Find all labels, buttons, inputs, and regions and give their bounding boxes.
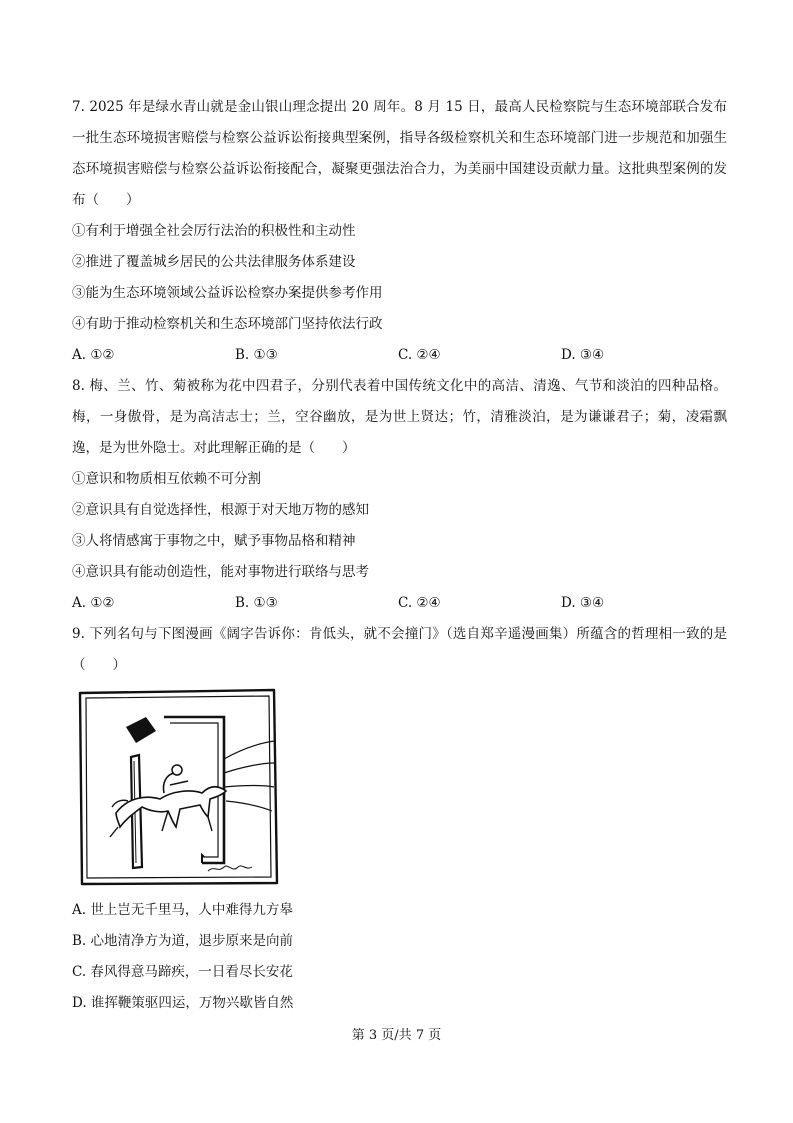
- question-7-options: [72, 340, 727, 371]
- question-8-option-b[interactable]: B. ①③: [235, 595, 278, 611]
- question-9-option-c[interactable]: C. 春风得意马蹄疾，一日看尽长安花: [72, 964, 293, 980]
- question-8-option-a[interactable]: A. ①②: [72, 595, 115, 611]
- question-8-item-1: ①意识和物质相互依赖不可分割: [72, 471, 261, 487]
- question-7-item-1: ①有利于增强全社会厉行法治的积极性和主动性: [72, 223, 356, 239]
- question-9-option-a[interactable]: A. 世上岂无千里马，人中难得九方皋: [72, 902, 293, 918]
- question-7-option-b[interactable]: B. ①③: [235, 347, 278, 363]
- question-8-item-4: ④意识具有能动创造性，能对事物进行联络与思考: [72, 564, 369, 580]
- question-8-stem: 8. 梅、兰、竹、菊被称为花中四君子，分别代表着中国传统文化中的高洁、清逸、气节和淡泊的四种品格。梅，一身傲骨，是为高洁志士；兰，空谷幽放，是为世上贤达；竹，清雅淡泊，是为谦谦君子；菊，凌霜飘逸，是为世外隐士。对此理解正确的是（ ）: [72, 378, 727, 456]
- question-9-stem: 9. 下列名句与下图漫画《阔字告诉你：肯低头，就不会撞门》（选自郑辛遥漫画集）所蕴含的哲理相一致的是（ ）: [72, 626, 727, 673]
- question-7-option-a[interactable]: A. ①②: [72, 347, 115, 363]
- cartoon-figure: [76, 687, 282, 887]
- page-footer: 第 3 页/共 7 页: [351, 1028, 442, 1043]
- question-8-item-2: ②意识具有自觉选择性，根源于对天地万物的感知: [72, 502, 369, 518]
- cartoon-illustration: [76, 687, 282, 887]
- question-7-item-2: ②推进了覆盖城乡居民的公共法律服务体系建设: [72, 254, 356, 270]
- question-8-options: [72, 588, 727, 619]
- question-9-option-b[interactable]: B. 心地清净方为道，退步原来是向前: [72, 933, 294, 949]
- question-7-option-c[interactable]: C. ②④: [398, 347, 441, 363]
- question-9-option-d[interactable]: D. 谁挥鞭策驱四运，万物兴歇皆自然: [72, 995, 294, 1011]
- question-7-stem: 7. 2025 年是绿水青山就是金山银山理念提出 20 周年。8 月 15 日，最高人民检察院与生态环境部联合发布一批生态环境损害赔偿与检察公益诉讼衔接典型案例，指导各级检察机关和生态环境部门进一步规范和加强生态环境损害赔偿与检察公益诉讼衔接配合，凝聚更强法治合力，为美丽中国建设贡献力量。这批典型案例的发布（ ）: [72, 99, 727, 208]
- question-7-option-d[interactable]: D. ③④: [561, 347, 605, 363]
- document-page: [72, 92, 727, 1019]
- question-8-item-3: ③人将情感寓于事物之中，赋予事物品格和精神: [72, 533, 356, 549]
- question-8-option-c[interactable]: C. ②④: [398, 595, 441, 611]
- question-8-option-d[interactable]: D. ③④: [561, 595, 605, 611]
- question-7-item-4: ④有助于推动检察机关和生态环境部门坚持依法行政: [72, 316, 383, 332]
- question-7-item-3: ③能为生态环境领域公益诉讼检察办案提供参考作用: [72, 285, 383, 301]
